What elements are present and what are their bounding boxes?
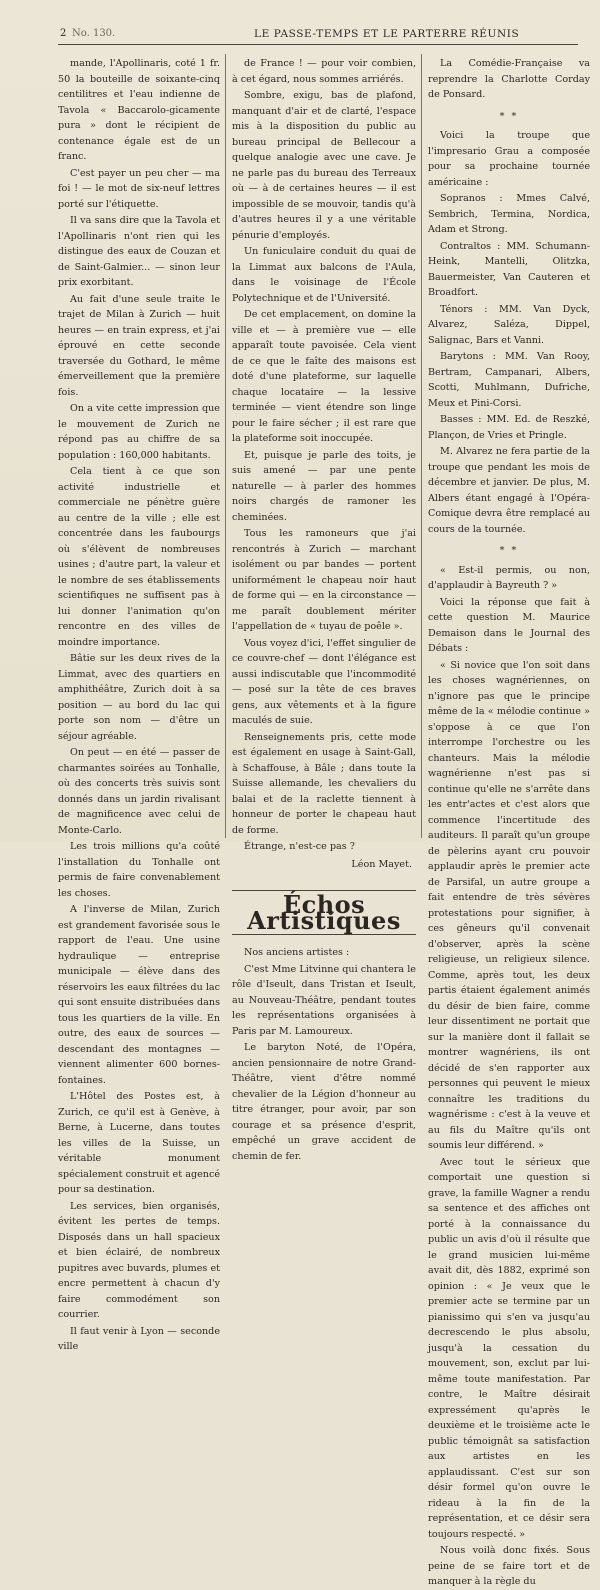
- paragraph: On peut — en été — passer de charmantes soirées au Tonhalle, où des concerts très suivis sont donnés dans un jardin rivalisant de magnificence avec celui de Monte-Carlo.: [58, 747, 220, 836]
- page-number: 2: [60, 28, 67, 39]
- paragraph: C'est Mme Litvinne qui chantera le rôle d'Iseult, dans Tristan et Iseult, au Nouveau-Théâtre, pendant toutes les représentations organisées à Paris par M. Lamoureux.: [232, 963, 416, 1037]
- paragraph: mande, l'Apollinaris, coté 1 fr. 50 la bouteille de soixante-cinq centilitres et l'eau indienne de Tavola « Baccarolo-gicamente pura » dont le récipient de contenance égale est de un franc.: [58, 58, 220, 162]
- author-signature: Léon Mayet.: [351, 858, 412, 870]
- section-heading: Échos Artistiques: [232, 890, 416, 935]
- paragraph: Voici la réponse que fait à cette question M. Maurice Demaison dans le Journal des Débats :: [428, 596, 590, 654]
- paragraph: Barytons : MM. Van Rooy, Bertram, Campanari, Albers, Scotti, Muhlmann, Dufriche, Meux et Pini-Corsi.: [428, 351, 590, 409]
- paragraph: Étrange, n'est-ce pas ?: [244, 841, 355, 852]
- paragraph: Tous les ramoneurs que j'ai rencontrés à Zurich — marchant isolément ou par bandes — portent uniformément le chapeau noir haut de forme qui — en la circonstance — me paraît doublement mériter l'appellation de « tuyau de poêle ».: [232, 528, 416, 632]
- column-rule: [225, 54, 226, 838]
- running-header: [58, 28, 578, 45]
- paragraph: « Si novice que l'on soit dans les choses wagnériennes, on n'ignore pas que le principe même de la « mélodie continue » s'oppose à ce que l'on interrompe l'orchestre ou les chanteurs. Mais la mélodie wagnérienne n'est pas si continue qu'elle ne s'arrête dans les entr'actes et c'est alors que commence l'incertitude des auditeurs. Il paraît qu'un groupe de pèlerins ayant cru pouvoir applaudir après le premier acte de Parsifal, un autre groupe a fait entendre de très sévères protestations pour signifier, à ces gêneurs qu'il convenait d'observer, après la scène religieuse, un religieux silence. Comme, après tout, les deux partis étaient également animés du désir de bien faire, comme leur dissentiment ne portait que sur la manière dont il fallait se montrer wagnériens, ils ont décidé de s'en rapporter aux personnes qui peuvent le mieux connaître les traditions du wagnérisme : c'est à la veuve et au fils du Maître qu'ils ont soumis leur différend. »: [428, 659, 590, 1151]
- paragraph: Il va sans dire que la Tavola et l'Apollinaris n'ont rien qui les distingue des eaux de Couzan et de Saint-Galmier... — sinon leur prix exorbitant.: [58, 215, 220, 288]
- issue-marks: No. 130.: [72, 28, 116, 39]
- paragraph: M. Alvarez ne fera partie de la troupe que pendant les mois de décembre et janvier. De plus, M. Albers étant engagé à l'Opéra-Comique devra être remplacé au cours de la tournée.: [428, 446, 590, 535]
- paragraph: de France ! — pour voir combien, à cet égard, nous sommes arriérés.: [232, 58, 416, 85]
- column-3: [428, 56, 590, 1587]
- paragraph: La Comédie-Française va reprendre la Charlotte Corday de Ponsard.: [428, 58, 590, 100]
- paragraph: A l'inverse de Milan, Zurich est grandement favorisée sous le rapport de l'eau. Une usine hydraulique — entreprise municipale — élève dans des réservoirs les eaux filtrées du lac qui sont ensuite distribuées dans tous les quartiers de la ville. En outre, des eaux de sources — descendant des montagnes — viennent alimenter 600 bornes-fontaines.: [58, 904, 220, 1086]
- paragraph: Le baryton Noté, de l'Opéra, ancien pensionnaire de notre Grand-Théâtre, vient d'être nommé chevalier de la Légion d'honneur au titre étranger, pour avoir, par son courage et sa présence d'esprit, empêché un grave accident de chemin de fer.: [232, 1042, 416, 1162]
- paragraph: Sombre, exigu, bas de plafond, manquant d'air et de clarté, l'espace mis à la disposition du public au bureau principal de Bellecour a quelque analogie avec une cave. Je ne parle pas du bureau des Terreaux où — à de certaines heures — il est impossible de se mouvoir, tandis qu'à d'autres heures il y a une véritable pénurie d'employés.: [232, 90, 416, 241]
- paragraph: Sopranos : Mmes Calvé, Sembrich, Termina, Nordica, Adam et Strong.: [428, 193, 590, 235]
- paragraph: Les services, bien organisés, évitent les pertes de temps. Disposés dans un hall spacieux et bien éclairé, de nombreux pupitres avec buvards, plumes et encre permettent à chacun d'y faire commodément son courrier.: [58, 1200, 220, 1320]
- section-separator: * *: [499, 110, 519, 122]
- paragraph: Avec tout le sérieux que comportait une question si grave, la famille Wagner a rendu sa sentence et des affiches ont porté à la connaissance du public un avis d'où il résulte que le grand musicien lui-même avait dit, dès 1882, exprimé son opinion : « Je veux que le premier acte se termine par un pianissimo qui s'en va jusqu'au decrescendo le plus absolu, jusqu'à la cessation du mouvement, son, exclut par lui-même toute manifestation. Par contre, le Maître désirait expressément qu'après le deuxième et le troisième acte le public témoignât sa satisfaction aux artistes en les applaudissant. C'est sur son désir formel qu'on ouvre le rideau à la fin de la représentation, et ce désir sera toujours respecté. »: [428, 1156, 590, 1540]
- paragraph: Cela tient à ce que son activité industrielle et commerciale ne pénètre guère au centre de la ville ; elle est concentrée dans les faubourgs où s'élèvent de nombreuses usines ; d'autre part, la valeur et le nombre de ses établissements scientifiques ne suffisent pas à lui donner l'animation qu'on rencontre en des villes de moindre importance.: [58, 466, 220, 648]
- column-2: [232, 56, 416, 1162]
- paragraph: De cet emplacement, on domine la ville et — à première vue — elle apparaît toute pavoisée. Cela vient de ce que le faîte des maisons est doté d'une plateforme, sur laquelle chaque locataire — la lessive terminée — vient étendre son linge pour le faire sécher ; il est rare que la plateforme soit inoccupée.: [232, 309, 416, 444]
- paragraph: Et, puisque je parle des toits, je suis amené — par une pente naturelle — à parler des hommes noirs chargés de ramoner les cheminées.: [232, 449, 416, 523]
- paragraph: Basses : MM. Ed. de Reszké, Plançon, de Vries et Pringle.: [428, 414, 590, 441]
- paragraph: Bâtie sur les deux rives de la Limmat, avec des quartiers en amphithéâtre, Zurich doit à sa position — au bord du lac qui porte son nom — d'être un séjour agréable.: [58, 653, 220, 742]
- paragraph: Ténors : MM. Van Dyck, Alvarez, Saléza, Dippel, Salignac, Bars et Vanni.: [428, 303, 590, 346]
- paragraph: « Est-il permis, ou non, d'applaudir à Bayreuth ? »: [428, 564, 590, 591]
- column-1: [58, 56, 220, 1352]
- paragraph: On a vite cette impression que le mouvement de Zurich ne répond pas au chiffre de sa population : 160,000 habitants.: [58, 403, 220, 461]
- paragraph: Contraltos : MM. Schumann-Heink, Mantelli, Olitzka, Bauermeister, Van Cauteren et Broadfort.: [428, 240, 590, 298]
- paragraph: Nos anciens artistes :: [244, 947, 350, 958]
- paragraph: L'Hôtel des Postes est, à Zurich, ce qu'il est à Genève, à Berne, à Lucerne, dans toutes les villes de la Suisse, un véritable monument spécialement construit et agencé pour sa destination.: [58, 1091, 220, 1195]
- section-separator: * *: [499, 545, 519, 556]
- paragraph: Il faut venir à Lyon — seconde ville: [58, 1325, 220, 1352]
- paragraph: Vous voyez d'ici, l'effet singulier de ce couvre-chef — dont l'élégance est aussi indiscutable que l'incommodité — posé sur la tête de ces braves gens, aux vêtements et à la figure maculés de suie.: [232, 637, 416, 726]
- column-rule: [421, 54, 422, 838]
- paragraph: Nous voilà donc fixés. Sous peine de se faire tort et de manquer à la règle du: [428, 1545, 590, 1587]
- paragraph: Un funiculaire conduit du quai de la Limmat aux balcons de l'Aula, dans le voisinage de l'École Polytechnique et de l'Université.: [232, 246, 416, 304]
- paragraph: Renseignements pris, cette mode est également en usage à Saint-Gall, à Schaffouse, à Bâle ; dans toute la Suisse allemande, les chevaliers du balai et de la raclette tiennent à honneur de porter le chapeau haut de forme.: [232, 731, 416, 836]
- paragraph: Au fait d'une seule traite le trajet de Milan à Zurich — huit heures — en train express, et j'ai éprouvé en cette seconde traversée du Gothard, le même émerveillement que la première fois.: [58, 293, 220, 398]
- paragraph: C'est payer un peu cher — ma foi ! — le mot de six-neuf lettres porté sur l'étiquette.: [58, 167, 220, 210]
- paragraph: Les trois millions qu'a coûté l'installation du Tonhalle ont permis de faire convenablement les choses.: [58, 841, 220, 899]
- paragraph: Voici la troupe que l'impresario Grau a composée pour sa prochaine tournée américaine :: [428, 130, 590, 188]
- newspaper-title: LE PASSE-TEMPS ET LE PARTERRE RÉUNIS: [254, 28, 520, 40]
